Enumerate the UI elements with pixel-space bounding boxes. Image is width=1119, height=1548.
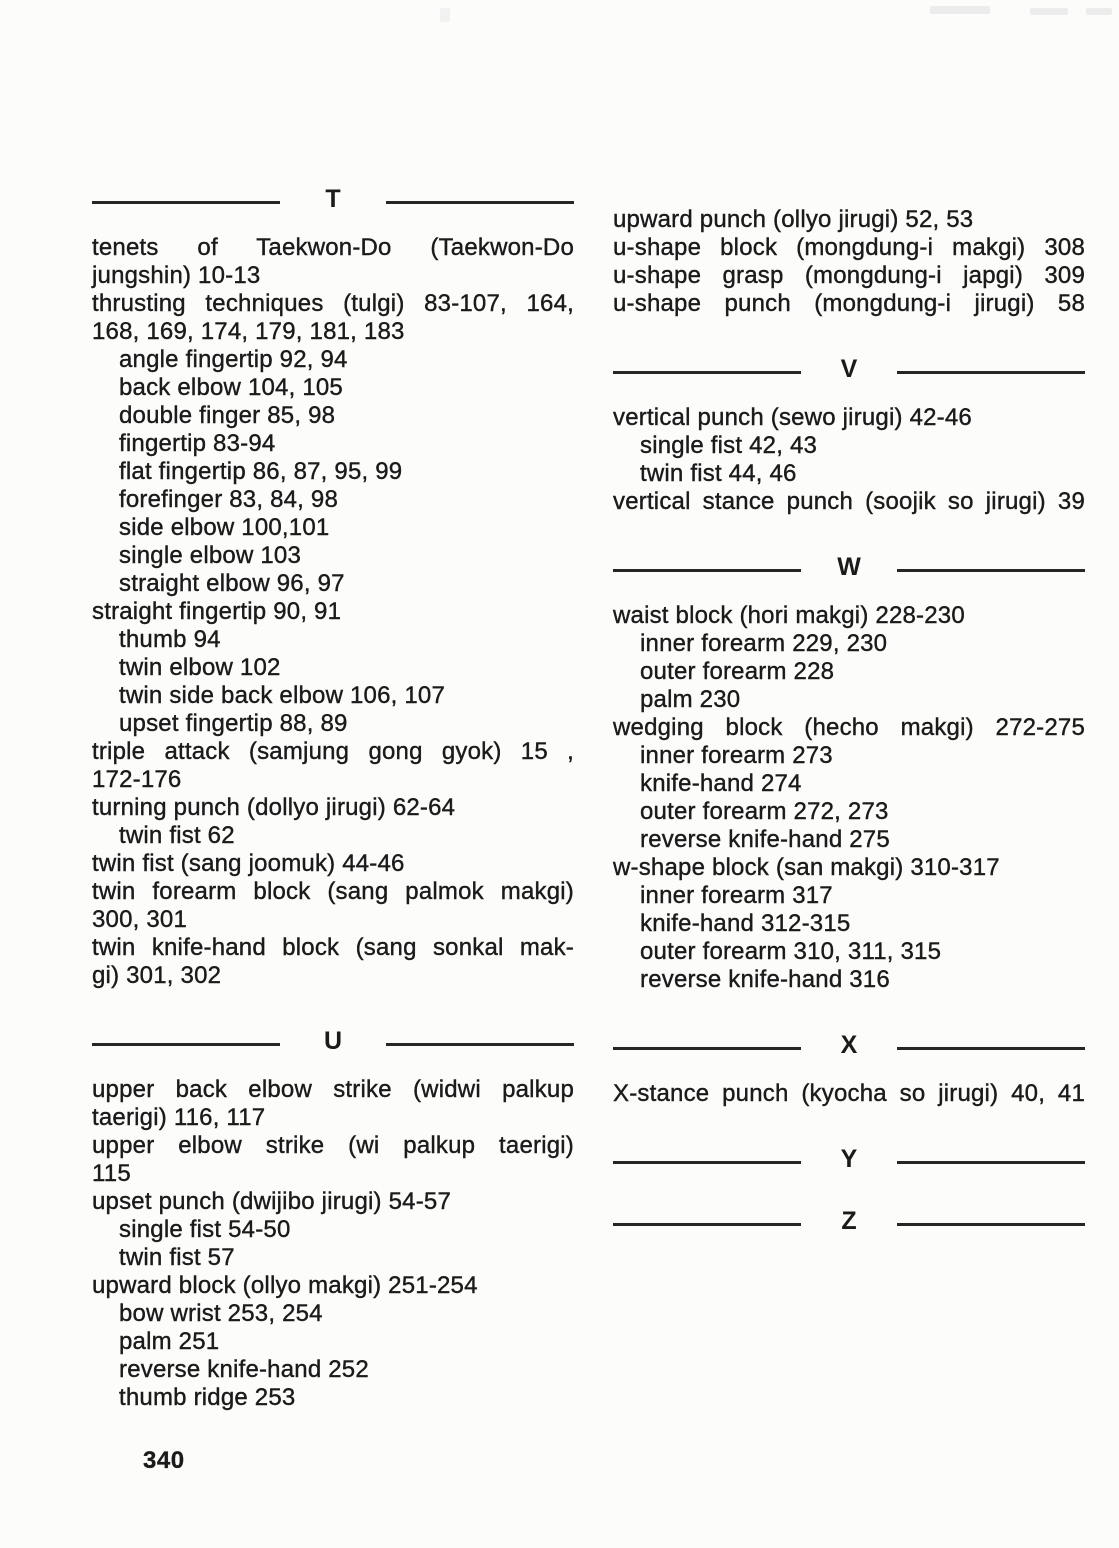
index-entry-line: thrusting techniques (tulgi) 83-107, 164, — [92, 290, 574, 317]
index-entry — [613, 206, 1085, 234]
index-entry — [613, 488, 1085, 516]
index-entry — [92, 710, 574, 738]
scan-artifact — [1030, 8, 1068, 15]
index-entry-line: u-shape grasp (mongdung-i japgi) 309 — [613, 262, 1085, 289]
index-entry — [92, 374, 574, 402]
index-entry-line: forefinger 83, 84, 98 — [119, 486, 339, 513]
index-entry-line: taerigi) 116, 117 — [92, 1104, 266, 1131]
index-entry-line: side elbow 100,101 — [119, 514, 330, 541]
index-entry-line: outer forearm 228 — [640, 658, 835, 685]
index-entry-line: wedging block (hecho makgi) 272-275 — [613, 714, 1085, 741]
index-entry — [613, 770, 1085, 798]
header-rule-right — [897, 1223, 1085, 1226]
index-entry-line: inner forearm 273 — [640, 742, 833, 769]
section-header-y — [613, 1145, 1085, 1176]
index-entry-line: twin fist 62 — [119, 822, 235, 849]
index-entry — [613, 798, 1085, 826]
header-rule-left — [613, 1223, 801, 1226]
section-letter: X — [840, 1031, 858, 1059]
index-entry-line: u-shape block (mongdung-i makgi) 308 — [613, 234, 1085, 261]
index-entry-line: angle fingertip 92, 94 — [119, 346, 348, 373]
index-entry-line: twin side back elbow 106, 107 — [119, 682, 446, 709]
index-entry — [613, 262, 1085, 290]
index-entry-line: twin forearm block (sang palmok makgi) — [92, 878, 574, 905]
index-entry — [613, 714, 1085, 742]
index-entry — [92, 1300, 574, 1328]
index-entry-line: jungshin) 10-13 — [92, 262, 261, 289]
section-header-u — [92, 1027, 574, 1058]
index-entry — [92, 514, 574, 542]
index-entry — [92, 402, 574, 430]
index-entry-line: reverse knife-hand 316 — [640, 966, 890, 993]
index-entry — [92, 1384, 574, 1412]
index-entry — [613, 460, 1085, 488]
index-entry-line: single fist 54-50 — [119, 1216, 291, 1243]
index-entry — [92, 430, 574, 458]
index-entry — [92, 626, 574, 654]
header-rule-right — [897, 1161, 1085, 1164]
index-entry — [613, 630, 1085, 658]
section-letter: T — [325, 185, 341, 213]
scan-artifact — [440, 8, 450, 22]
section-letter: W — [837, 553, 861, 581]
index-entry — [613, 686, 1085, 714]
index-entry — [613, 826, 1085, 854]
index-entry-line: back elbow 104, 105 — [119, 374, 343, 401]
index-entry — [92, 1132, 574, 1188]
index-entry-line: upper elbow strike (wi palkup taerigi) — [92, 1132, 574, 1159]
index-entry — [92, 682, 574, 710]
section-header-v — [613, 355, 1085, 386]
index-entry — [613, 742, 1085, 770]
section-header-x — [613, 1031, 1085, 1062]
index-entry-line: w-shape block (san makgi) 310-317 — [613, 854, 1000, 881]
index-entry-line: reverse knife-hand 275 — [640, 826, 890, 853]
index-entry-line: double finger 85, 98 — [119, 402, 336, 429]
index-entry-line: single fist 42, 43 — [640, 432, 818, 459]
index-entry — [613, 910, 1085, 938]
index-entry-line: upward block (ollyo makgi) 251-254 — [92, 1272, 478, 1299]
header-rule-left — [613, 1047, 801, 1050]
index-entry-line: 168, 169, 174, 179, 181, 183 — [92, 318, 405, 345]
index-entry — [92, 794, 574, 822]
index-entry-line: u-shape punch (mongdung-i jirugi) 58 — [613, 290, 1085, 317]
index-entry — [92, 1244, 574, 1272]
index-entry — [92, 290, 574, 346]
index-column-left — [92, 185, 574, 1412]
index-entry — [92, 1272, 574, 1300]
section-letter: V — [840, 355, 858, 383]
page-number: 340 — [143, 1447, 185, 1474]
index-entry-line: 300, 301 — [92, 906, 188, 933]
index-entry-line: 172-176 — [92, 766, 182, 793]
index-entry-line: vertical stance punch (soojik so jirugi) 39 — [613, 488, 1085, 515]
index-entry — [92, 1356, 574, 1384]
index-entry-line: twin fist (sang joomuk) 44-46 — [92, 850, 405, 877]
header-rule-left — [613, 1161, 801, 1164]
index-entry-line: reverse knife-hand 252 — [119, 1356, 369, 1383]
index-entry — [92, 346, 574, 374]
index-entry — [92, 598, 574, 626]
index-entry-line: upward punch (ollyo jirugi) 52, 53 — [613, 206, 974, 233]
header-rule-left — [92, 201, 280, 204]
index-entry-line: single elbow 103 — [119, 542, 301, 569]
index-entry-line: outer forearm 310, 311, 315 — [640, 938, 942, 965]
index-entry — [92, 1188, 574, 1216]
index-entry — [92, 850, 574, 878]
index-entry-line: X-stance punch (kyocha so jirugi) 40, 41 — [613, 1080, 1085, 1107]
section-letter: U — [323, 1027, 343, 1055]
index-entry — [92, 822, 574, 850]
index-entry — [613, 602, 1085, 630]
index-entry-line: inner forearm 229, 230 — [640, 630, 888, 657]
index-entry-line: upper back elbow strike (widwi palkup — [92, 1076, 574, 1103]
index-entry — [613, 234, 1085, 262]
scan-artifact — [930, 6, 990, 14]
index-column-right — [613, 206, 1085, 1256]
index-entry — [92, 1328, 574, 1356]
index-entry-line: upset punch (dwijibo jirugi) 54-57 — [92, 1188, 451, 1215]
index-entry-line: thumb 94 — [119, 626, 221, 653]
index-entry-line: twin fist 44, 46 — [640, 460, 797, 487]
index-entry-line: straight elbow 96, 97 — [119, 570, 345, 597]
header-rule-right — [897, 371, 1085, 374]
section-letter: Z — [841, 1207, 857, 1235]
index-entry-line: flat fingertip 86, 87, 95, 99 — [119, 458, 403, 485]
header-rule-left — [613, 371, 801, 374]
index-entry — [92, 542, 574, 570]
index-entry — [92, 654, 574, 682]
index-entry-line: knife-hand 312-315 — [640, 910, 851, 937]
index-entry-line: inner forearm 317 — [640, 882, 833, 909]
index-entry-line: palm 251 — [119, 1328, 220, 1355]
header-rule-right — [386, 201, 574, 204]
index-entry — [92, 934, 574, 990]
header-rule-left — [613, 569, 801, 572]
index-entry-line: vertical punch (sewo jirugi) 42-46 — [613, 404, 972, 431]
index-entry-line: outer forearm 272, 273 — [640, 798, 889, 825]
index-entry — [92, 570, 574, 598]
index-entry — [613, 290, 1085, 318]
index-entry-line: fingertip 83-94 — [119, 430, 276, 457]
index-entry-line: turning punch (dollyo jirugi) 62-64 — [92, 794, 456, 821]
index-entry-line: twin knife-hand block (sang sonkal mak- — [92, 934, 574, 961]
index-entry — [613, 658, 1085, 686]
index-entry-line: twin elbow 102 — [119, 654, 281, 681]
index-entry — [613, 966, 1085, 994]
index-entry-line: bow wrist 253, 254 — [119, 1300, 323, 1327]
index-entry-line: straight fingertip 90, 91 — [92, 598, 342, 625]
index-entry-line: upset fingertip 88, 89 — [119, 710, 348, 737]
index-entry-line: gi) 301, 302 — [92, 962, 222, 989]
index-entry — [92, 1216, 574, 1244]
index-entry — [613, 404, 1085, 432]
index-entry-line: thumb ridge 253 — [119, 1384, 296, 1411]
header-rule-right — [897, 1047, 1085, 1050]
index-entry — [92, 738, 574, 794]
index-entry-line: twin fist 57 — [119, 1244, 235, 1271]
index-entry — [613, 854, 1085, 882]
section-header-z — [613, 1207, 1085, 1238]
index-entry — [92, 1076, 574, 1132]
header-rule-right — [386, 1043, 574, 1046]
header-rule-left — [92, 1043, 280, 1046]
index-entry — [92, 234, 574, 290]
index-entry — [92, 458, 574, 486]
section-header-w — [613, 553, 1085, 584]
index-entry-line: palm 230 — [640, 686, 741, 713]
index-entry — [613, 432, 1085, 460]
index-entry-line: tenets of Taekwon-Do (Taekwon-Do — [92, 234, 574, 261]
index-entry — [613, 882, 1085, 910]
index-entry-line: waist block (hori makgi) 228-230 — [613, 602, 965, 629]
scan-artifact — [1086, 8, 1112, 15]
index-entry — [92, 486, 574, 514]
section-letter: Y — [840, 1145, 858, 1173]
index-entry-line: 115 — [92, 1160, 131, 1187]
section-header-t — [92, 185, 574, 216]
index-entry — [613, 938, 1085, 966]
header-rule-right — [897, 569, 1085, 572]
index-entry-line: triple attack (samjung gong gyok) 15 , — [92, 738, 574, 765]
index-entry — [92, 878, 574, 934]
index-entry-line: knife-hand 274 — [640, 770, 802, 797]
index-entry — [613, 1080, 1085, 1108]
